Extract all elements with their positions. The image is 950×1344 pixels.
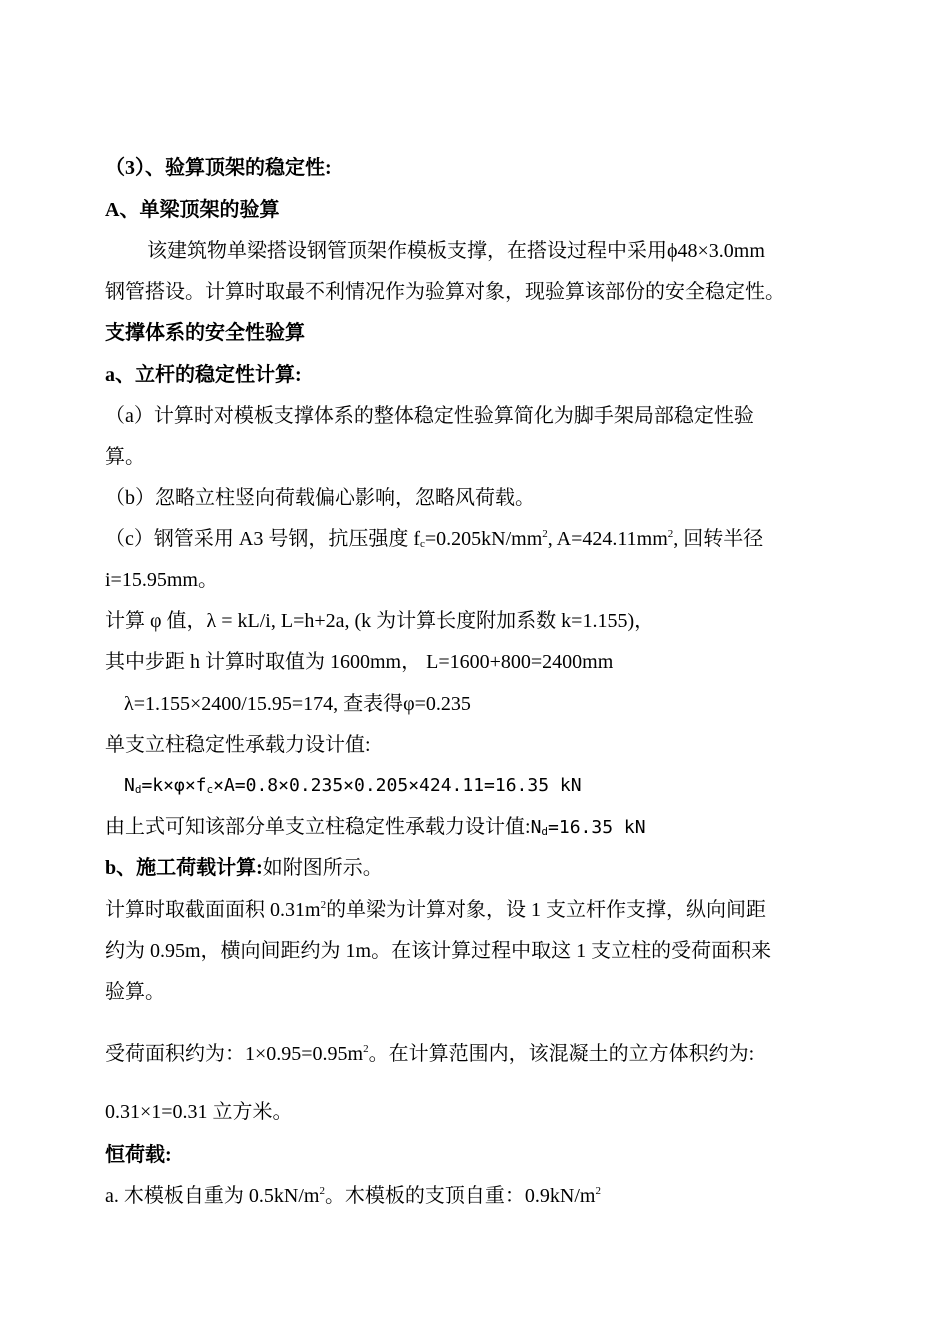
calc-phi: 计算 φ 值，λ = kL/i, L=h+2a, (k 为计算长度附加系数 k=1.155)， <box>105 610 655 632</box>
item-a-line-2: 算。 <box>105 446 145 468</box>
load-area: 受荷面积约为：$1\times 0.95=0.95m^2$。在计算范围内，该混凝土的立方体积约为: <box>105 1043 755 1065</box>
item-c-line-2: i=15.95mm。 <box>105 569 218 591</box>
support-safety-title: 支撑体系的安全性验算 <box>105 322 305 344</box>
load-line-1: 计算时取截面面积 $0.31m^2$的单梁为计算对象，设 1 支立杆作支撑，纵向间距 <box>105 899 767 921</box>
design-value-label: 单支立柱稳定性承载力设计值: <box>105 734 371 756</box>
heading-pole-stability: a、立杆的稳定性计算: <box>105 364 302 386</box>
heading-single-beam: A、单梁顶架的验算 <box>105 199 280 221</box>
nd-formula: $N_d=k\times\varphi\times f_c\times A=0.8\times 0.235\times 0.205\times 424.11=16.35$ kN <box>124 775 582 796</box>
section-heading-3: （3）、验算顶架的稳定性: <box>105 157 332 179</box>
load-line-3: 验算。 <box>105 981 165 1003</box>
load-line-2: 约为 0.95m，横向间距约为 1m。在该计算过程中取这 1 支立柱的受荷面积来 <box>105 940 772 962</box>
lambda-calc: λ=1.155×2400/15.95=174, 查表得φ=0.235 <box>124 693 471 715</box>
construction-load-heading: b、施工荷载计算:如附图所示。 <box>105 857 383 879</box>
conclusion: 由上式可知该部分单支立柱稳定性承载力设计值$:N_d=16.35$ kN <box>105 816 646 838</box>
step-distance: 其中步距 h 计算时取值为 1600mm， L=1600+800=2400mm <box>105 651 614 673</box>
wood-formwork-weight: a. 木模板自重为 $0.5kN/m^2$。木模板的支顶自重：$0.9kN/m^2$ <box>105 1185 601 1207</box>
item-c-line-1: （c）钢管采用 A3 号钢，抗压强度 $f_c=0.205kN/mm^2$, $A=424.11mm^2$, 回转半径 <box>105 528 764 550</box>
intro-line-2: 钢管搭设。计算时取最不利情况作为验算对象，现验算该部份的安全稳定性。 <box>105 281 785 303</box>
dead-load-heading: 恒荷载: <box>105 1144 172 1166</box>
item-b: （b）忽略立柱竖向荷载偏心影响，忽略风荷载。 <box>105 487 535 509</box>
concrete-volume: 0.31×1=0.31 立方米。 <box>105 1101 293 1123</box>
item-a-line-1: （a）计算时对模板支撑体系的整体稳定性验算简化为脚手架局部稳定性验 <box>105 405 754 427</box>
intro-line-1: 该建筑物单梁搭设钢管顶架作模板支撑，在搭设过程中采用ϕ48×3.0mm <box>147 240 765 262</box>
